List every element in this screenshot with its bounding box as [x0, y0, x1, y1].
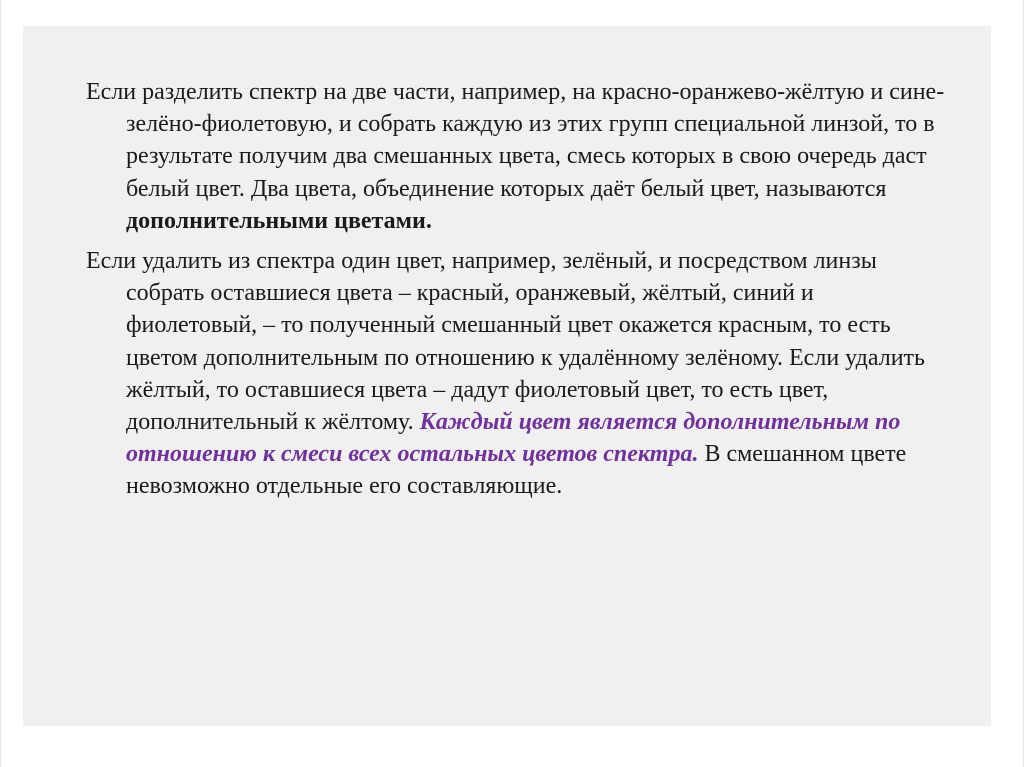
paragraph-2-tail: В смешанном цвете невозможно отдельные его составляющие.	[126, 441, 907, 500]
complementary-colors-term: дополнительными цветами.	[126, 207, 432, 234]
paragraph-remove-color	[86, 245, 946, 503]
slide	[23, 26, 991, 726]
slide-text-body	[86, 76, 946, 511]
paragraph-1-text: Если разделить спектр на две части, например, на красно-оранжево-жёлтую и сине-зелёно-фиолетовую, и собрать каждую из этих групп специальной линзой, то в результате получим два смешанных цвета, смесь которых в свою очередь даст белый цвет. Два цвета, объединение которых даёт белый цвет, называются	[86, 79, 945, 202]
paragraph-complementary-colors	[86, 76, 946, 237]
key-statement: Каждый цвет является дополнительным по отношению к смеси всех остальных цветов спектра.	[126, 409, 901, 468]
paragraph-2-text: Если удалить из спектра один цвет, например, зелёный, и посредством линзы собрать оставшиеся цвета – красный, оранжевый, жёлтый, синий и фиолетовый, – то полученный смешанный цвет окажется красным, то есть цветом дополнительным по отношению к удалённому зелёному. Если удалить жёлтый, то оставшиеся цвета – дадут фиолетовый цвет, то есть цвет, дополнительный к жёлтому.	[86, 248, 925, 436]
